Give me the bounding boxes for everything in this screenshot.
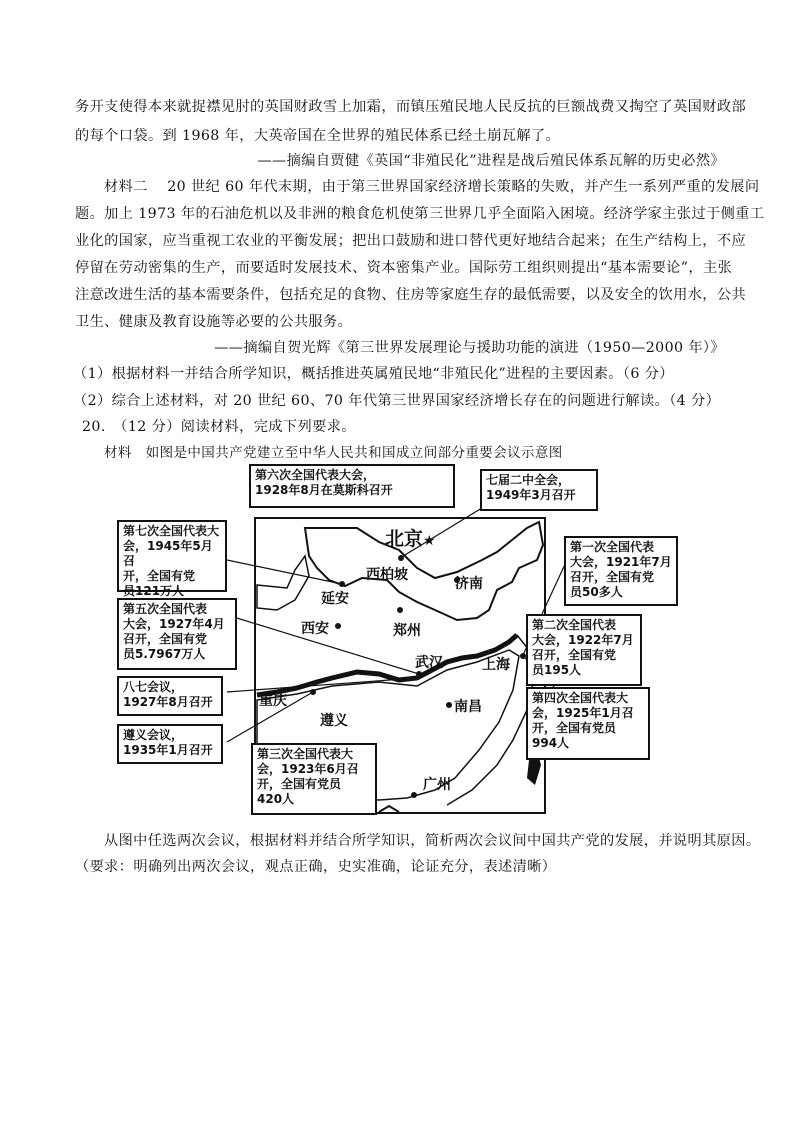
material2-line6: 卫生、健康及教育设施等必要的公共服务。 bbox=[75, 314, 353, 330]
box-third-congress: 第三次全国代表大 会，1923年6月召 开，全国有党员 420人 bbox=[251, 743, 377, 815]
question-20-header: 20. （12 分）阅读材料，完成下列要求。 bbox=[82, 419, 356, 435]
box-second-plenum: 七届二中全会， 1949年3月召开 bbox=[480, 469, 598, 511]
box-second-congress: 第二次全国代表 大会，1922年7月 召开，全国有党 员195人 bbox=[526, 614, 642, 686]
material2-line3: 业化的国家，应当重视工农业的平衡发展；把出口鼓励和进口替代更好地结合起来；在生产结构上，不应 bbox=[75, 233, 747, 249]
material2-source: ——摘编自贺光辉《第三世界发展理论与援助功能的演进（1950—2000 年）》 bbox=[214, 340, 725, 356]
material2-line1: 材料二 20 世纪 60 年代末期，由于第三世界国家经济增长策略的失败，并产生一系列严重的发展问 bbox=[104, 179, 760, 195]
material1-line1: 务开支使得本来就捉襟见肘的英国财政雪上加霜，而镇压殖民地人民反抗的巨额战费又掏空了英国财政部 bbox=[75, 99, 747, 115]
box-first-congress: 第一次全国代表 大会，1921年7月 召开，全国有党 员50多人 bbox=[564, 536, 678, 606]
city-jinan: 济南 bbox=[455, 576, 483, 592]
city-yanan: 延安 bbox=[321, 591, 349, 607]
party-meetings-map bbox=[117, 460, 687, 815]
city-zhengzhou: 郑州 bbox=[393, 623, 421, 639]
material1-source: ——摘编自贾健《英国“非殖民化”进程是战后殖民体系瓦解的历史必然》 bbox=[257, 153, 725, 169]
box-august-seventh-meeting: 八七会议， 1927年8月召开 bbox=[117, 676, 223, 716]
material1-line2: 的每个口袋。到 1968 年，大英帝国在全世界的殖民体系已经土崩瓦解了。 bbox=[75, 128, 561, 144]
box-seventh-congress: 第七次全国代表大 会，1945年5月召 开，全国有党 员121万人 bbox=[117, 520, 227, 592]
material2-line2: 题。加上 1973 年的石油危机以及非洲的粮食危机使第三世界几乎全面陷入困境。经济学家主张过于侧重工 bbox=[75, 206, 765, 222]
city-nanchang: 南昌 bbox=[454, 699, 482, 715]
box-sixth-congress: 第六次全国代表大会， 1928年8月在莫斯科召开 bbox=[249, 464, 455, 508]
box-zunyi-meeting: 遵义会议， 1935年1月召开 bbox=[117, 724, 223, 764]
city-wuhan: 武汉 bbox=[415, 655, 443, 671]
question-1: （1）根据材料一并结合所学知识，概括推进英属殖民地“非殖民化”进程的主要因素。（6 分） bbox=[73, 366, 674, 382]
question-20-task: 从图中任选两次会议，根据材料并结合所学知识，简析两次会议间中国共产党的发展，并说明其原因。 bbox=[104, 833, 761, 849]
city-guangzhou: 广州 bbox=[423, 777, 451, 793]
city-xian: 西安 bbox=[301, 621, 329, 637]
material2-line4: 停留在劳动密集的生产，而要适时发展技术、资本密集产业。国际劳工组织则提出“基本需要论”，主张 bbox=[75, 260, 733, 276]
city-shanghai: 上海 bbox=[482, 657, 510, 673]
question-2: （2）综合上述材料，对 20 世纪 60、70 年代第三世界国家经济增长存在的问题进行解读。（4 分） bbox=[73, 393, 721, 409]
box-fifth-congress: 第五次全国代表 大会，1927年4月 召开，全国有党 员5.7967万人 bbox=[117, 598, 237, 670]
city-xibaipo: 西柏坡 bbox=[366, 567, 408, 583]
material2-line5: 注意改进生活的基本需要条件，包括充足的食物、住房等家庭生存的最低需要，以及安全的饮用水，公共 bbox=[75, 287, 747, 303]
city-chongqing: 重庆 bbox=[259, 693, 287, 709]
city-beijing: 北京★ bbox=[385, 528, 436, 550]
box-fourth-congress: 第四次全国代表大 会，1925年1月召 开，全国有党员 994人 bbox=[526, 687, 650, 760]
question-20-requirement: （要求：明确列出两次会议，观点正确，史实准确，论证充分，表述清晰） bbox=[75, 859, 557, 875]
city-zunyi: 遵义 bbox=[320, 713, 348, 729]
question-20-material: 材料 如图是中国共产党建立至中华人民共和国成立间部分重要会议示意图 bbox=[104, 445, 563, 461]
